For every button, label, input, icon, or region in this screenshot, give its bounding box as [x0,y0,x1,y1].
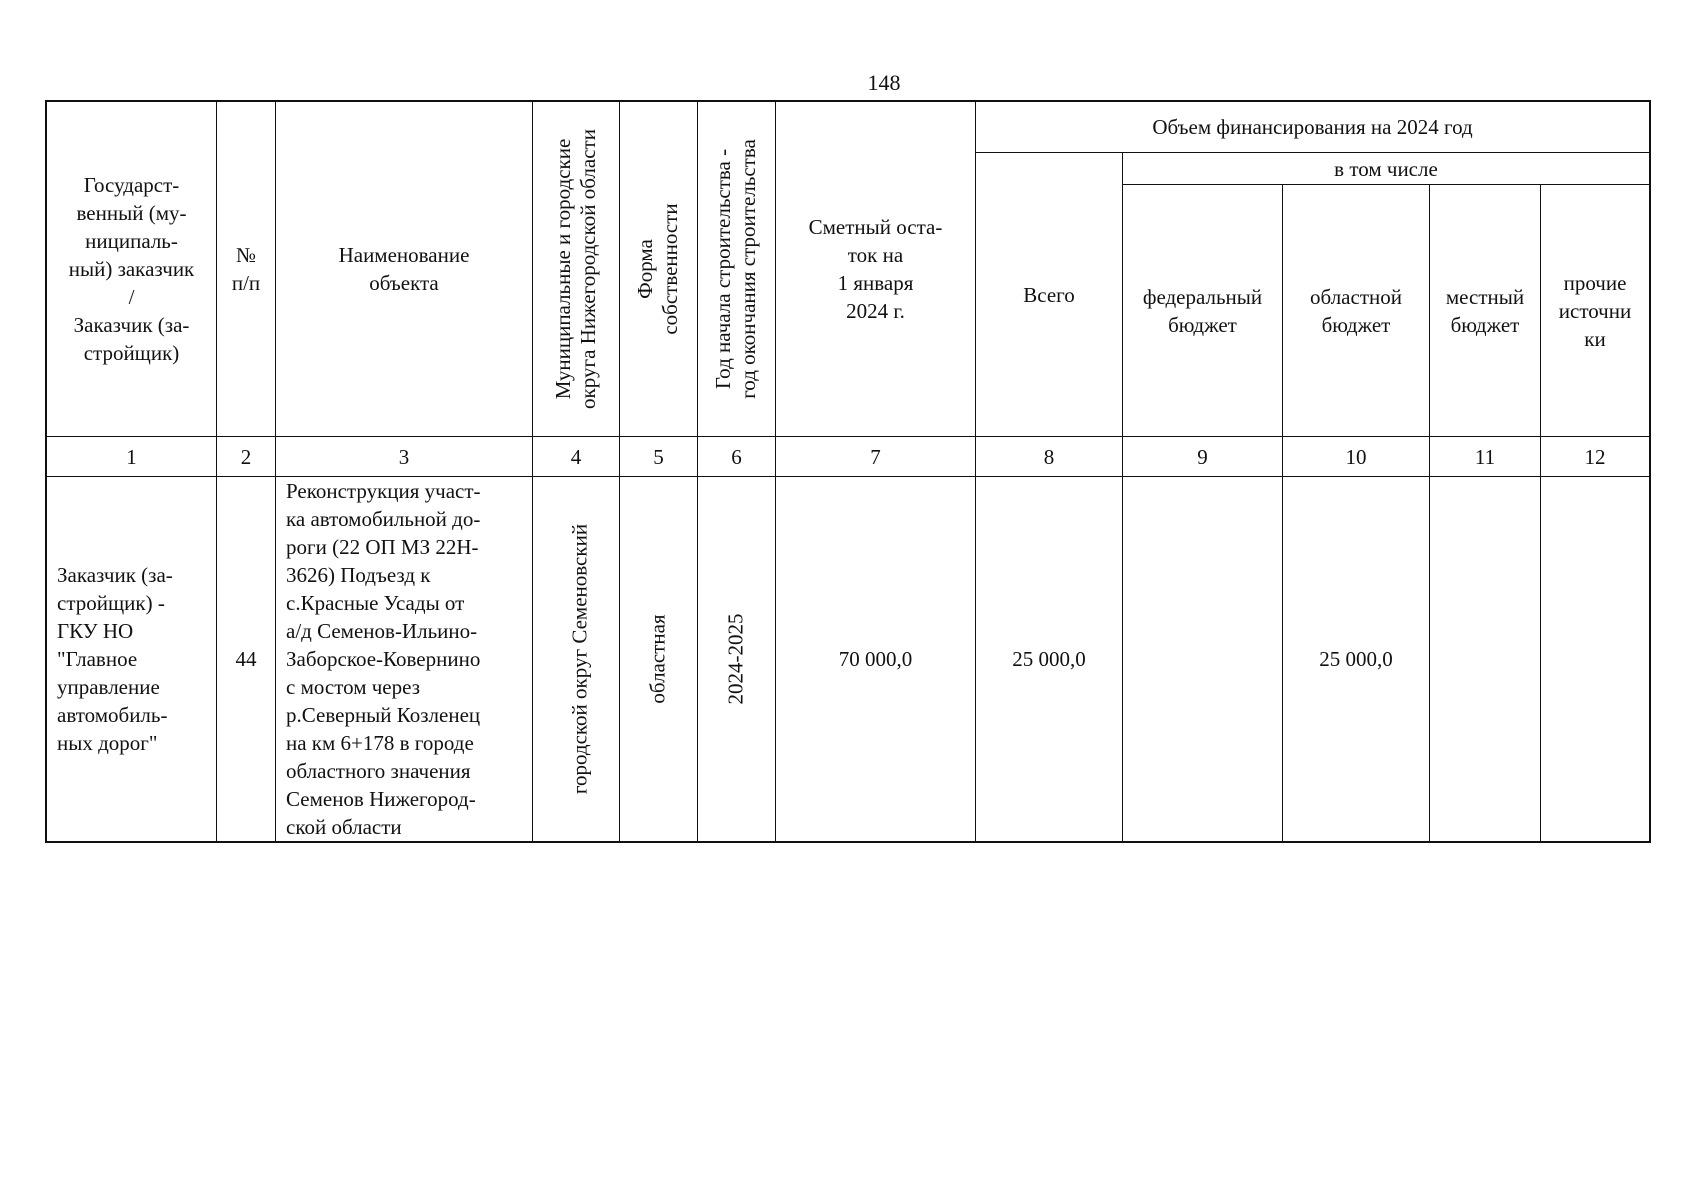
row-municipality: городской округ Семеновский [567,523,592,795]
column-number: 7 [870,444,881,469]
header-other-sources: прочие источни ки [1558,270,1632,351]
row-local-budget [1430,477,1540,841]
row-total: 25 000,0 [1012,647,1086,671]
row-other-sources [1541,477,1649,841]
column-number: 1 [126,444,137,469]
column-number: 10 [1345,444,1367,469]
column-number: 9 [1197,444,1208,469]
header-object-name: Наименование объекта [338,243,470,295]
row-number: 44 [235,647,257,671]
header-ownership: Форма собственности [633,203,682,335]
header-municipalities: Муниципальные и городские округа Нижегородской области [551,129,600,409]
financing-table [45,100,1651,843]
header-customer: Государст- венный (му- ниципаль- ный) заказчик / Заказчик (за- стройщик) [68,173,195,365]
row-ownership: областная [645,614,670,704]
table-bottom-border [45,841,1651,843]
row-regional-budget: 25 000,0 [1319,647,1393,671]
table-right-border [1649,100,1651,843]
header-federal-budget: федеральный бюджет [1142,284,1263,337]
header-years: Год начала строительства - год окончания строительства [711,139,760,399]
header-local-budget: местный бюджет [1445,284,1525,337]
header-financing: Объем финансирования на 2024 год [1152,115,1473,139]
header-number: № п/п [231,243,261,295]
row-object-name: Реконструкция участ- ка автомобильной до- роги (22 ОП МЗ 22Н- 3626) Подъезд к с.Красные Усады от а/д Семенов-Ильино- Заборское-Ковернино с мостом через р.Северный Козленец на км 6+178 в городе областного значения Семенов Нижегород- ской области [286,479,481,839]
column-number: 5 [653,444,664,469]
header-estimate: Сметный оста- ток на 1 января 2024 г. [808,215,943,323]
column-number: 2 [240,444,252,469]
column-number: 8 [1043,444,1055,469]
column-number: 3 [398,444,410,469]
row-years: 2024-2025 [723,613,748,705]
row-federal-budget [1123,477,1282,841]
row-estimate: 70 000,0 [838,647,913,671]
header-total: Всего [1023,282,1075,307]
header-including: в том числе [1334,156,1438,181]
header-regional-budget: областной бюджет [1310,284,1402,337]
column-number: 6 [731,444,742,469]
column-number: 11 [1474,444,1496,469]
column-number: 12 [1584,444,1606,469]
page-number: 148 [867,70,901,95]
column-number: 4 [570,444,582,469]
row-customer: Заказчик (за- стройщик) - ГКУ НО "Главное управление автомобиль- ных дорог" [57,563,173,755]
